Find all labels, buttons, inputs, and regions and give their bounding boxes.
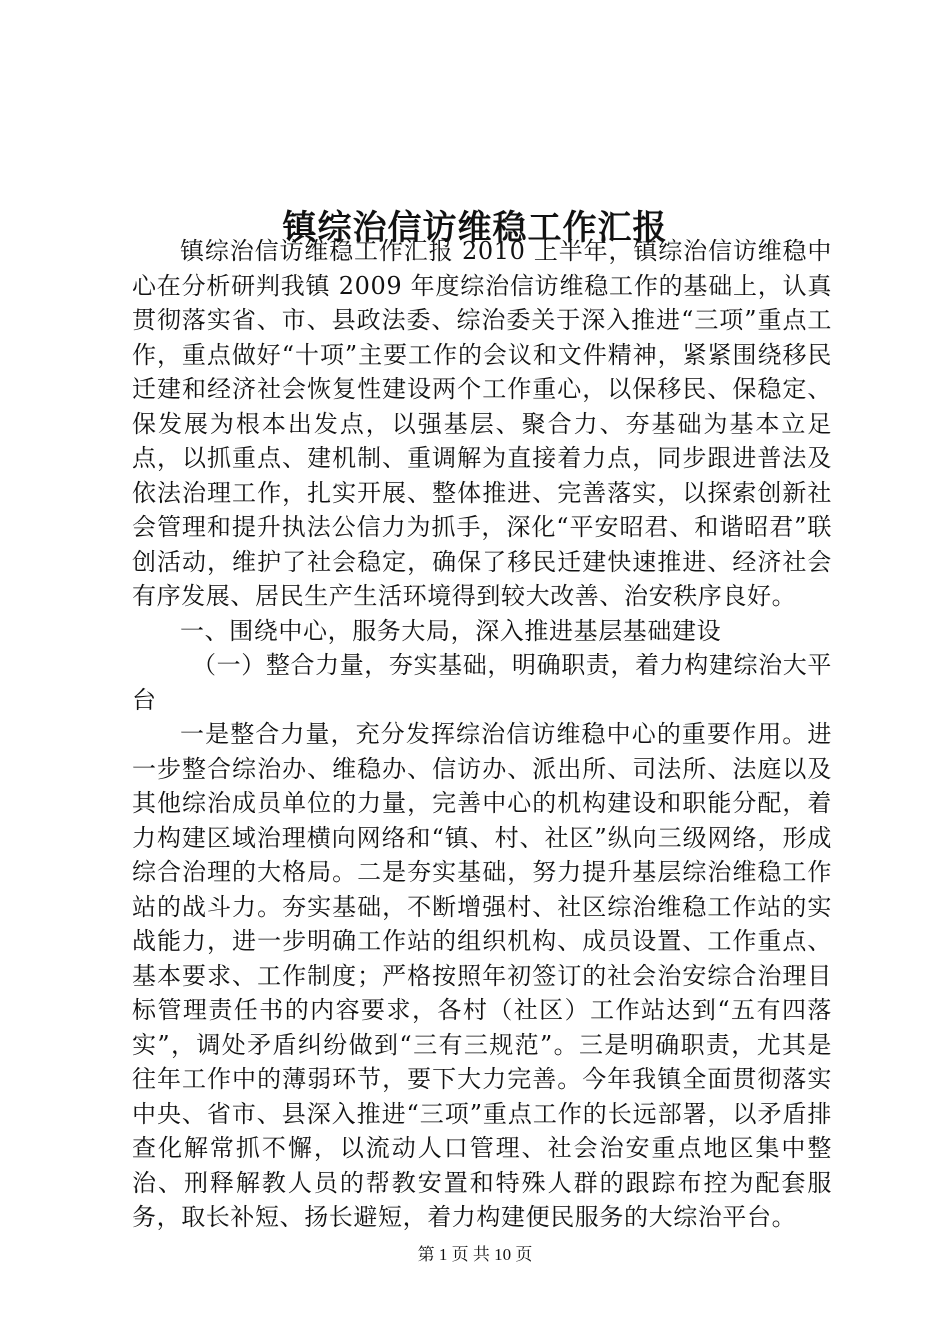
page-footer: 第 1 页 共 10 页 xyxy=(417,1245,533,1264)
body-paragraph: 一是整合力量，充分发挥综治信访维稳中心的重要作用。进一步整合综治办、维稳办、信访办、派出所、司法所、法庭以及其他综治成员单位的力量，完善中心的机构建设和职能分配，着力构建区域治理横向网络和“镇、村、社区”纵向三级网络，形成综合治理的大格局。二是夯实基础，努力提升基层综治维稳工作站的战斗力。夯实基础，不断增强村、社区综治维稳工作站的实战能力，进一步明确工作站的组织机构、成员设置、工作重点、基本要求、工作制度；严格按照年初签订的社会治安综合治理目标管理责任书的内容要求，各村（社区）工作站达到“五有四落实”，调处矛盾纠纷做到“三有三规范”。三是明确职责，尤其是往年工作中的薄弱环节，要下大力完善。今年我镇全面贯彻落实中央、省市、县深入推进“三项”重点工作的长远部署，以矛盾排查化解常抓不懈，以流动人口管理、社会治安重点地区集中整治、刑释解教人员的帮教安置和特殊人群的跟踪布控为配套服务，取长补短、扬长避短，着力构建便民服务的大综治平台。 xyxy=(132,720,832,1231)
subsection-heading: （一）整合力量，夯实基础，明确职责，着力构建综治大平台 xyxy=(132,651,832,714)
document-title: 镇综治信访维稳工作汇报 xyxy=(282,207,668,248)
intro-paragraph: 镇综治信访维稳工作汇报 2010 上半年，镇综治信访维稳中心在分析研判我镇 2009 年度综治信访维稳工作的基础上，认真贯彻落实省、市、县政法委、综治委关于深入推进“三项”重点工作，重点做好“十项”主要工作的会议和文件精神，紧紧围绕移民迁建和经济社会恢复性建设两个工作重心，以保移民、保稳定、保发展为根本出发点，以强基层、聚合力、夯基础为基本立足点，以抓重点、建机制、重调解为直接着力点，同步跟进普法及依法治理工作，扎实开展、整体推进、完善落实，以探索创新社会管理和提升执法公信力为抓手，深化“平安昭君、和谐昭君”联创活动，维护了社会稳定，确保了移民迁建快速推进、经济社会有序发展、居民生产生活环境得到较大改善、治安秩序良好。 xyxy=(132,237,832,610)
section-heading: 一、围绕中心，服务大局，深入推进基层基础建设 xyxy=(180,616,722,645)
document-body xyxy=(132,234,832,1235)
